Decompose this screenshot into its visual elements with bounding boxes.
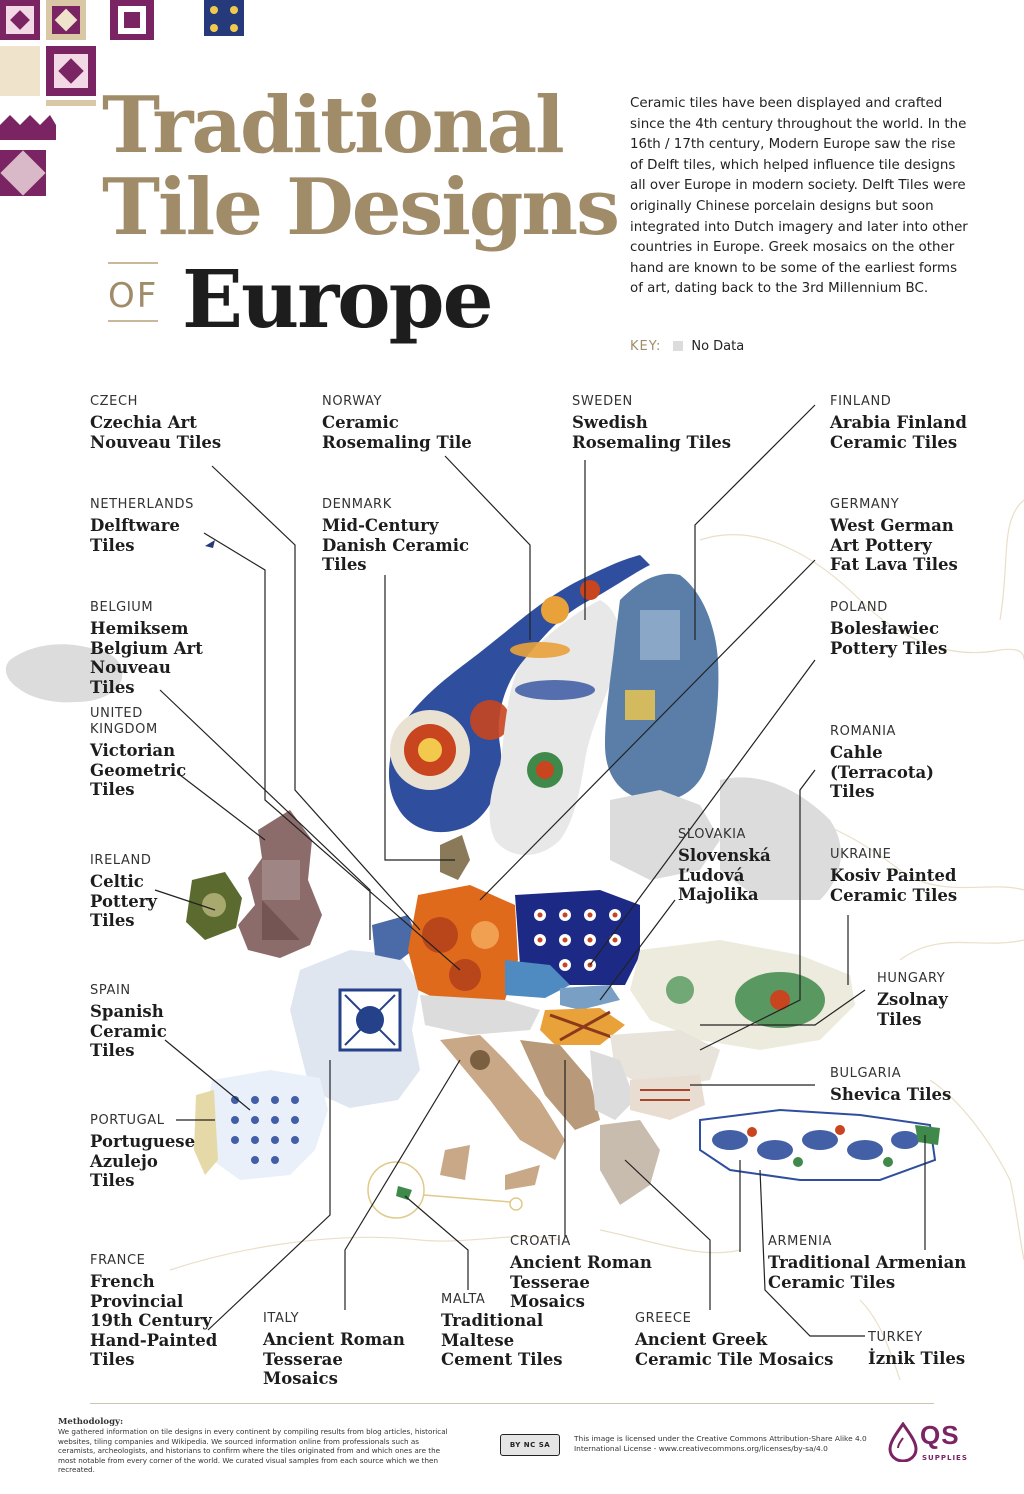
label-tile-name: Ancient Roman Tesserae Mosaics xyxy=(263,1330,405,1389)
label-romania xyxy=(830,724,1024,802)
label-tile-name: Delftware Tiles xyxy=(90,516,180,555)
label-tile-name: Cahle (Terracota) Tiles xyxy=(830,743,934,802)
label-country: FRANCE xyxy=(90,1253,146,1268)
creative-commons-badge[interactable]: BY NC SA xyxy=(500,1434,560,1456)
label-portugal xyxy=(90,1113,300,1191)
label-netherlands xyxy=(90,497,300,555)
logo-subtext: SUPPLIES xyxy=(922,1454,968,1462)
finland-tile-region xyxy=(605,574,718,802)
label-tile-name: Swedish Rosemaling Tiles xyxy=(572,413,732,452)
label-tile-name: Traditional Armenian Ceramic Tiles xyxy=(768,1253,967,1292)
label-country: CZECH xyxy=(90,394,139,409)
page-title-line-1: Traditional xyxy=(102,80,563,171)
label-country: SWEDEN xyxy=(572,394,633,409)
label-country: GERMANY xyxy=(830,497,900,512)
label-country: IRELAND xyxy=(90,853,152,868)
label-czech xyxy=(90,394,300,452)
label-country: ARMENIA xyxy=(768,1234,833,1249)
label-tile-name: Hemiksem Belgium Art Nouveau Tiles xyxy=(90,619,203,697)
footer-divider xyxy=(90,1403,934,1404)
label-tile-name: Mid-Century Danish Ceramic Tiles xyxy=(322,516,470,575)
label-country: TURKEY xyxy=(868,1330,923,1345)
label-country: BULGARIA xyxy=(830,1066,902,1081)
label-norway xyxy=(322,394,532,452)
label-tile-name: Czechia Art Nouveau Tiles xyxy=(90,413,222,452)
label-turkey xyxy=(868,1330,1024,1369)
label-country: NORWAY xyxy=(322,394,383,409)
label-country: HUNGARY xyxy=(877,971,946,986)
map-key xyxy=(630,339,744,354)
label-tile-name: Bolesławiec Pottery Tiles xyxy=(830,619,948,658)
label-country: MALTA xyxy=(441,1292,486,1307)
label-tile-name: Zsolnay Tiles xyxy=(877,990,948,1029)
label-country: NETHERLANDS xyxy=(90,497,194,512)
title-divider xyxy=(108,262,158,264)
label-country: FINLAND xyxy=(830,394,892,409)
label-denmark xyxy=(322,497,532,575)
no-data-swatch xyxy=(673,341,683,351)
germany-tile-region xyxy=(408,885,518,1010)
methodology-title: Methodology: xyxy=(58,1417,124,1427)
label-spain xyxy=(90,983,300,1061)
label-country: BELGIUM xyxy=(90,600,154,615)
label-belgium xyxy=(90,600,300,697)
label-tile-name: Kosiv Painted Ceramic Tiles xyxy=(830,866,958,905)
qs-supplies-logo[interactable] xyxy=(888,1418,978,1468)
key-no-data-label: No Data xyxy=(691,339,745,354)
label-tile-name: Ancient Roman Tesserae Mosaics xyxy=(510,1253,652,1312)
label-tile-name: Celtic Pottery Tiles xyxy=(90,872,157,931)
label-armenia xyxy=(768,1234,978,1292)
logo-text: QS xyxy=(920,1420,960,1450)
label-tile-name: İznik Tiles xyxy=(868,1349,966,1368)
title-divider xyxy=(108,320,158,322)
label-tile-name: Spanish Ceramic Tiles xyxy=(90,1002,167,1061)
label-country: SPAIN xyxy=(90,983,131,998)
intro-text: Ceramic tiles have been displayed and crafted since the 4th century throughout the world. In the 16th / 17th century, Modern Europe saw the rise of Delft tiles, which helped influence tile designs all over Europe in modern society. Delft Tiles were originally Chinese porcelain designs but soon integrated into Dutch imagery and later into other countries in Europe. Greek mosaics on the other hand are known to be some of the earliest forms of art, dating back to the 3rd Millennium BC. xyxy=(630,96,968,297)
label-tile-name: West German Art Pottery Fat Lava Tiles xyxy=(830,516,958,575)
label-united-kingdom xyxy=(90,706,300,800)
label-tile-name: Traditional Maltese Cement Tiles xyxy=(441,1311,563,1370)
label-bulgaria xyxy=(830,1066,1024,1105)
label-ukraine xyxy=(830,847,1024,905)
label-tile-name: Slovenská Ľudová Majolika xyxy=(678,846,771,905)
license-text: This image is licensed under the Creative Commons Attribution-Share Alike 4.0 International License - www.creativecommons.org/licenses/by-sa/4.0 xyxy=(574,1434,867,1453)
page-title-line-3: Europe xyxy=(182,252,492,346)
label-poland xyxy=(830,600,1024,658)
label-malta xyxy=(441,1292,651,1370)
label-tile-name: Ceramic Rosemaling Tile xyxy=(322,413,472,452)
methodology-text: We gathered information on tile designs in every continent by compiling results from blog articles, historical websites, tiling companies and Wikipedia. We sourced information online from professionals such as ceramists, archeologists, and historians to confirm where the tiles originated from and which ones are the most notable from every corner of the world. We curated visual samples from each source which we then recreated. xyxy=(58,1427,448,1475)
bulgaria-tile-region xyxy=(630,1075,705,1120)
label-ireland xyxy=(90,853,300,931)
label-tile-name: Ancient Greek Ceramic Tile Mosaics xyxy=(635,1330,834,1369)
label-sweden xyxy=(572,394,782,452)
label-country: GREECE xyxy=(635,1311,692,1326)
label-tile-name: Victorian Geometric Tiles xyxy=(90,741,187,800)
droplet-icon xyxy=(888,1422,918,1462)
label-country: CROATIA xyxy=(510,1234,571,1249)
label-country: PORTUGAL xyxy=(90,1113,165,1128)
label-country: UKRAINE xyxy=(830,847,892,862)
slovakia-tile-region xyxy=(560,985,620,1010)
malta-tile-region xyxy=(396,1186,412,1200)
label-germany xyxy=(830,497,1024,575)
malta-inset-circle xyxy=(368,1162,424,1218)
armenia-tile-region xyxy=(915,1125,940,1145)
methodology xyxy=(58,1418,458,1474)
label-country: DENMARK xyxy=(322,497,392,512)
label-finland xyxy=(830,394,1024,452)
key-label: KEY: xyxy=(630,339,662,354)
label-tile-name: Shevica Tiles xyxy=(830,1085,952,1104)
label-country: POLAND xyxy=(830,600,888,615)
label-country: ITALY xyxy=(263,1311,300,1326)
label-tile-name: Portuguese Azulejo Tiles xyxy=(90,1132,196,1191)
label-tile-name: French Provincial 19th Century Hand-Painted Tiles xyxy=(90,1272,218,1370)
page-title-line-2: Tile Designs xyxy=(102,162,619,253)
greece-tile-region xyxy=(600,1120,660,1205)
denmark-tile-region xyxy=(440,835,470,880)
label-country: UNITED KINGDOM xyxy=(90,706,158,737)
label-country: ROMANIA xyxy=(830,724,897,739)
label-tile-name: Arabia Finland Ceramic Tiles xyxy=(830,413,967,452)
page-title-of: OF xyxy=(108,276,159,316)
label-greece xyxy=(635,1311,845,1369)
label-hungary xyxy=(877,971,1024,1029)
label-country: SLOVAKIA xyxy=(678,827,747,842)
